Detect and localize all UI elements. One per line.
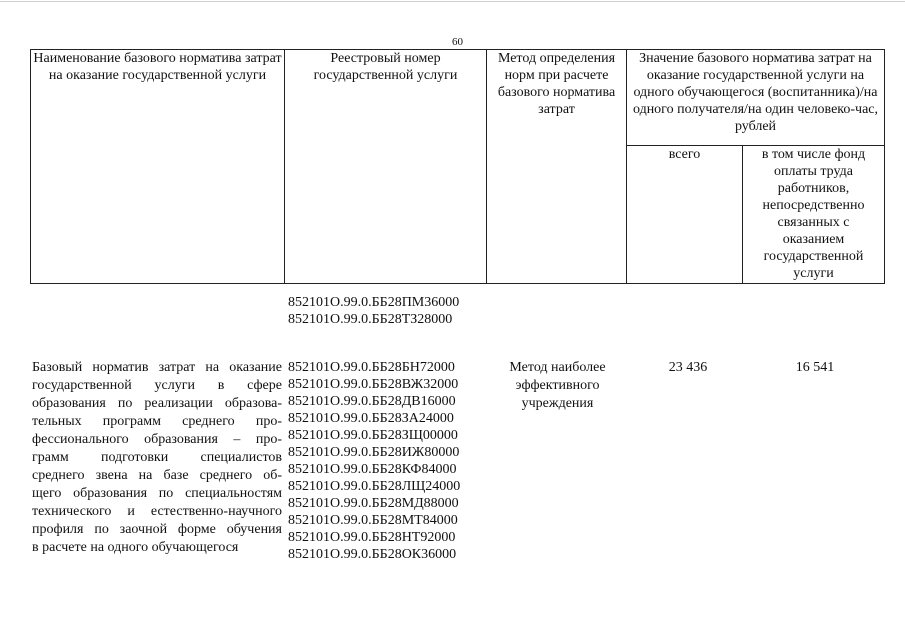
registry-code: 852101О.99.0.ББ28ДВ16000 <box>288 394 456 409</box>
total-value: 23 436 <box>668 360 708 375</box>
registry-code: 852101О.99.0.ББ28ОК36000 <box>288 547 457 562</box>
norm-name-line: в расчете на одного обучающегося <box>32 540 239 555</box>
registry-code: 852101О.99.0.ББ28ЛЩ24000 <box>288 479 461 494</box>
norm-name-line: образования по реализации образова- <box>32 396 282 411</box>
norm-name-line: профиля по заочной форме обучения <box>32 522 282 537</box>
norm-name-line: технического и естественно-научного <box>32 504 282 519</box>
registry-code: 852101О.99.0.ББ28МТ84000 <box>288 513 458 528</box>
registry-codes-list <box>288 359 460 563</box>
norm-name-line: щего образования по специальностям <box>32 486 282 501</box>
norm-name-line: фессионального образования – про- <box>32 432 282 447</box>
header-value: Значение базового норматива затрат на оказание государственной услуги на одного обучающегося (воспитанника)/на одного получателя/на один человеко-час, рублей <box>627 50 885 146</box>
registry-code: 852101О.99.0.ББ28БН72000 <box>288 360 455 375</box>
header-name: Наименование базового норматива затрат на оказание государственной услуги <box>31 50 285 284</box>
norm-name-line: государственной услуги в сфере <box>32 378 282 393</box>
registry-code: 852101О.99.0.ББ28ЗА24000 <box>288 411 454 426</box>
top-border-line <box>0 1 905 2</box>
registry-code: 852101О.99.0.ББ28ТЗ28000 <box>288 312 453 327</box>
previous-codes-list <box>288 294 459 328</box>
norm-name-line: Базовый норматив затрат на оказание <box>32 360 282 375</box>
header-method: Метод определения норм при расчете базового норматива затрат <box>487 50 627 284</box>
fund-value: 16 541 <box>795 360 835 375</box>
norm-name <box>32 359 282 557</box>
registry-code: 852101О.99.0.ББ28ВЖ32000 <box>288 377 459 392</box>
norm-name-line: грамм подготовки специалистов <box>32 450 282 465</box>
registry-code: 852101О.99.0.ББ28МД88000 <box>288 496 459 511</box>
header-total: всего <box>627 146 743 284</box>
header-registry: Реестровый номер государственной услуги <box>285 50 487 284</box>
registry-code: 852101О.99.0.ББ28НТ92000 <box>288 530 456 545</box>
norm-name-line: среднего звена на базе среднего об- <box>32 468 282 483</box>
registry-code: 852101О.99.0.ББ28ПМ36000 <box>288 295 460 310</box>
registry-code: 852101О.99.0.ББ28КФ84000 <box>288 462 457 477</box>
header-table <box>30 49 885 284</box>
page-number: 60 <box>452 36 463 48</box>
norm-name-line: тельных программ среднего про- <box>32 414 282 429</box>
registry-code: 852101О.99.0.ББ28ИЖ80000 <box>288 445 460 460</box>
registry-code: 852101О.99.0.ББ28ЗЩ00000 <box>288 428 458 443</box>
method-value: Метод наиболее эффективного учреждения <box>509 360 606 411</box>
header-fund: в том числе фонд оплаты труда работников, непосредственно связанных с оказанием государственной услуги <box>743 146 885 284</box>
